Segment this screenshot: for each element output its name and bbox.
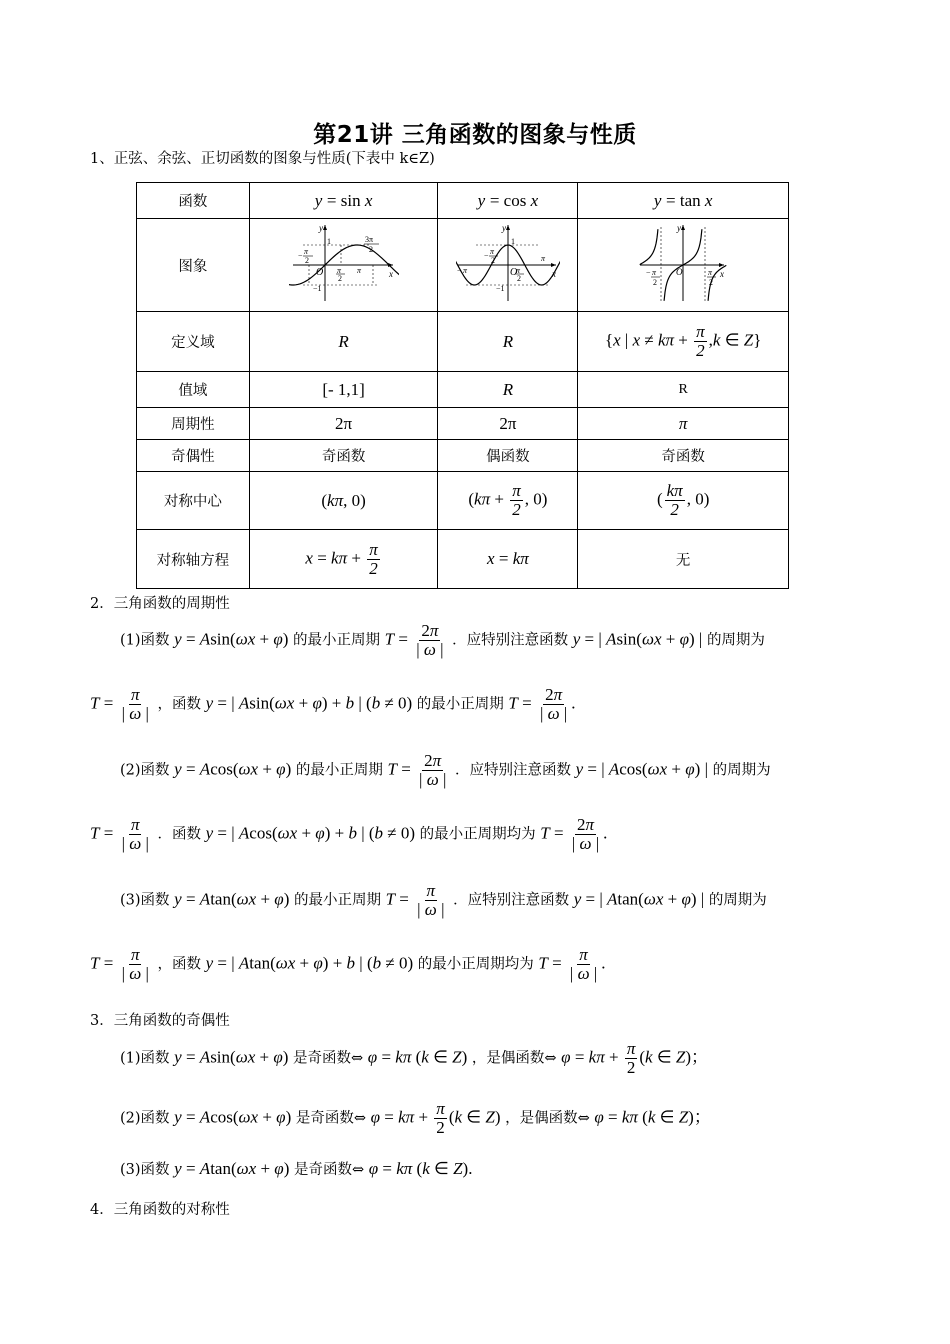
tick-pi: π xyxy=(462,266,467,275)
text: 的周期为 xyxy=(706,632,765,649)
origin-label: O xyxy=(509,267,518,278)
tan-graph-cell xyxy=(578,219,789,312)
cos-range xyxy=(438,372,578,408)
origin-label: O xyxy=(676,267,683,277)
tick-2: 2 xyxy=(368,245,373,254)
header-sin: y = sin x xyxy=(249,183,438,219)
sin-domain xyxy=(249,312,438,372)
period-tan-line2: T = $\frac{\pi}{| \omega |}$ ，函数 y = | Atan(ωx + φ) + b | (b ≠ 0) 的最小正周期均为 T = $\frac{\pi}{| \omega |}$ . xyxy=(90,945,606,983)
sin-graph-cell xyxy=(249,219,438,312)
cos-axis: x = kπ xyxy=(438,530,578,589)
tick-2: 2 xyxy=(709,278,714,287)
period-cos-line2: T = $\frac{\pi}{| \omega |}$ ．函数 y = | Acos(ωx + φ) + b | (b ≠ 0) 的最小正周期均为 T = $\frac{2\pi}{| \omega |}$ . xyxy=(90,815,608,853)
tick-pi: π xyxy=(336,266,341,275)
tick-1: 1 xyxy=(510,237,515,246)
text: 的最小正周期 xyxy=(295,762,383,779)
table-row xyxy=(137,183,789,219)
sin-domain-value: R xyxy=(338,331,349,351)
period-cos-line1: (2)函数 y = Acos(ωx + φ) 的最小正周期 T = $\frac{2\pi}{| \omega |}$ ．应特别注意函数 y = | Acos(ωx + φ) | 的周期为 xyxy=(120,751,771,789)
tick-neg-1: −1 xyxy=(312,284,322,293)
tan-range xyxy=(578,372,789,408)
tick-pi: π xyxy=(540,254,545,263)
text: 的最小正周期均为 xyxy=(417,956,534,973)
tick-pi: π xyxy=(356,266,361,275)
section-4-heading: 4．三角函数的对称性 xyxy=(90,1202,230,1218)
cos-period xyxy=(438,408,578,440)
tick-minus: − xyxy=(297,251,303,260)
y-axis-label: y xyxy=(501,223,506,233)
cos-domain-value: R xyxy=(502,331,514,351)
text: (1)函数 xyxy=(120,632,170,649)
text: (2)函数 xyxy=(120,762,170,779)
sin-period-value: 2π xyxy=(335,413,353,433)
table-row xyxy=(137,219,789,312)
cos-period-value: 2π xyxy=(499,413,517,433)
period-tan-line1: (3)函数 y = Atan(ωx + φ) 的最小正周期 T = $\frac{\pi}{| \omega |}$ ．应特别注意函数 y = | Atan(ωx + φ) | 的周期为 xyxy=(120,881,767,919)
cos-domain xyxy=(438,312,578,372)
parity-cos-line: (2)函数 y = Acos(ωx + φ) 是奇函数⇔ φ = kπ + $\frac{\pi}{2}$ (k ∈ Z) ，是偶函数⇔ φ = kπ (k ∈ Z)； xyxy=(120,1099,711,1137)
sin-parity: 奇函数 xyxy=(249,440,438,472)
table-row xyxy=(137,372,789,408)
sin-graph xyxy=(289,221,399,305)
text: 的最小正周期均为 xyxy=(419,826,536,843)
tan-period xyxy=(578,408,789,440)
tan-period-value: π xyxy=(678,413,688,433)
text: (2)函数 xyxy=(120,1110,170,1127)
tick-minus: − xyxy=(456,266,462,275)
sin-period xyxy=(249,408,438,440)
tan-domain: {x | x ≠ kπ + $\frac{\pi}{2}$ ,k ∈ Z} xyxy=(578,312,789,372)
text: ，函数 xyxy=(157,696,201,713)
page-title: 第21讲 三角函数的图象与性质 xyxy=(313,122,637,148)
trig-properties-table xyxy=(136,182,789,589)
tick-pi: π xyxy=(489,247,494,256)
header-cos: y = cos x xyxy=(438,183,578,219)
cos-parity: 偶函数 xyxy=(438,440,578,472)
text: 是奇函数⇔ xyxy=(295,1110,367,1127)
text: ，是偶函数⇔ xyxy=(505,1110,590,1127)
text: 的周期为 xyxy=(712,762,771,779)
tick-2: 2 xyxy=(516,274,521,283)
section-2-heading: 2．三角函数的周期性 xyxy=(90,596,230,612)
tick-minus: − xyxy=(483,251,489,260)
tick-pi: π xyxy=(515,266,520,275)
cos-graph xyxy=(456,221,560,305)
row-label-function: 函数 xyxy=(137,183,250,219)
table-row xyxy=(137,530,789,589)
text: (1)函数 xyxy=(120,1050,170,1067)
tick-pi: π xyxy=(303,247,308,256)
table-row xyxy=(137,408,789,440)
cos-range-value: R xyxy=(502,379,514,399)
sin-center: (kπ, 0) xyxy=(249,472,438,530)
tick-2: 2 xyxy=(337,274,342,283)
row-label-range: 值域 xyxy=(137,372,250,408)
text: ．应特别注意函数 xyxy=(453,892,570,909)
text: ，函数 xyxy=(157,956,201,973)
row-label-parity: 奇偶性 xyxy=(137,440,250,472)
x-axis-label: x xyxy=(388,269,393,279)
tan-center: ( $\frac{k\pi}{2}$ , 0) xyxy=(578,472,789,530)
header-tan: y = tan x xyxy=(578,183,789,219)
x-axis-label: x xyxy=(551,269,556,279)
sin-range-value: [- 1,1] xyxy=(322,379,365,399)
sin-range xyxy=(249,372,438,408)
text: (3)函数 xyxy=(120,1162,170,1178)
sin-axis: x = kπ + $\frac{\pi}{2}$ xyxy=(249,530,438,589)
row-label-center: 对称中心 xyxy=(137,472,250,530)
text: (3)函数 xyxy=(120,892,170,909)
tick-1: 1 xyxy=(326,237,331,246)
row-label-period: 周期性 xyxy=(137,408,250,440)
section-1-heading: 1、正弦、余弦、正切函数的图象与性质(下表中 k∈Z) xyxy=(90,151,435,167)
period-sin-line1: (1)函数 y = Asin(ωx + φ) 的最小正周期 T = $\frac{2\pi}{| \omega |}$ ．应特别注意函数 y = | Asin(ωx + φ) | 的周期为 xyxy=(120,621,765,659)
row-label-graph: 图象 xyxy=(137,219,250,312)
cos-graph-cell xyxy=(438,219,578,312)
text: 的周期为 xyxy=(708,892,767,909)
text: ，是偶函数⇔ xyxy=(471,1050,557,1067)
y-axis-label: y xyxy=(318,223,323,233)
text: 是奇函数⇔ xyxy=(293,1050,364,1067)
text: 的最小正周期 xyxy=(293,632,381,649)
table-row xyxy=(137,312,789,372)
parity-sin-line: (1)函数 y = Asin(ωx + φ) 是奇函数⇔ φ = kπ (k ∈ Z) ，是偶函数⇔ φ = kπ + $\frac{\pi}{2}$ (k ∈ Z)； xyxy=(120,1039,709,1077)
text: 的最小正周期 xyxy=(416,696,504,713)
tick-neg-1: −1 xyxy=(495,284,505,293)
tick-3pi: 3π xyxy=(364,235,373,244)
text: ．应特别注意函数 xyxy=(452,632,569,649)
parity-tan-line: (3)函数 y = Atan(ωx + φ) 是奇函数⇔ φ = kπ (k ∈ Z). xyxy=(120,1159,473,1178)
text: 的最小正周期 xyxy=(293,892,381,909)
tick-2: 2 xyxy=(304,256,309,265)
text: ．函数 xyxy=(157,826,201,843)
tan-graph xyxy=(638,221,728,305)
tan-parity: 奇函数 xyxy=(578,440,789,472)
tick-minus: − xyxy=(646,268,651,277)
table-row xyxy=(137,472,789,530)
tick-pi: π xyxy=(708,268,713,277)
row-label-domain: 定义域 xyxy=(137,312,250,372)
x-axis-label: x xyxy=(720,269,725,279)
row-label-axis: 对称轴方程 xyxy=(137,530,250,589)
period-sin-line2: T = $\frac{\pi}{| \omega |}$ ，函数 y = | Asin(ωx + φ) + b | (b ≠ 0) 的最小正周期 T = $\frac{2\pi}{| \omega |}$ . xyxy=(90,685,576,723)
table-row xyxy=(137,440,789,472)
origin-label: O xyxy=(315,267,323,278)
tan-axis: 无 xyxy=(578,530,789,589)
y-axis-label: y xyxy=(677,223,682,233)
tick-2: 2 xyxy=(653,278,658,287)
cos-center: (kπ + $\frac{\pi}{2}$ , 0) xyxy=(438,472,578,530)
section-3-heading: 3．三角函数的奇偶性 xyxy=(90,1013,230,1029)
tan-range-value: R xyxy=(678,382,688,397)
tick-pi: π xyxy=(652,268,657,277)
tick-2: 2 xyxy=(490,256,495,265)
text: ．应特别注意函数 xyxy=(454,762,571,779)
text: 是奇函数⇔ xyxy=(293,1162,365,1178)
